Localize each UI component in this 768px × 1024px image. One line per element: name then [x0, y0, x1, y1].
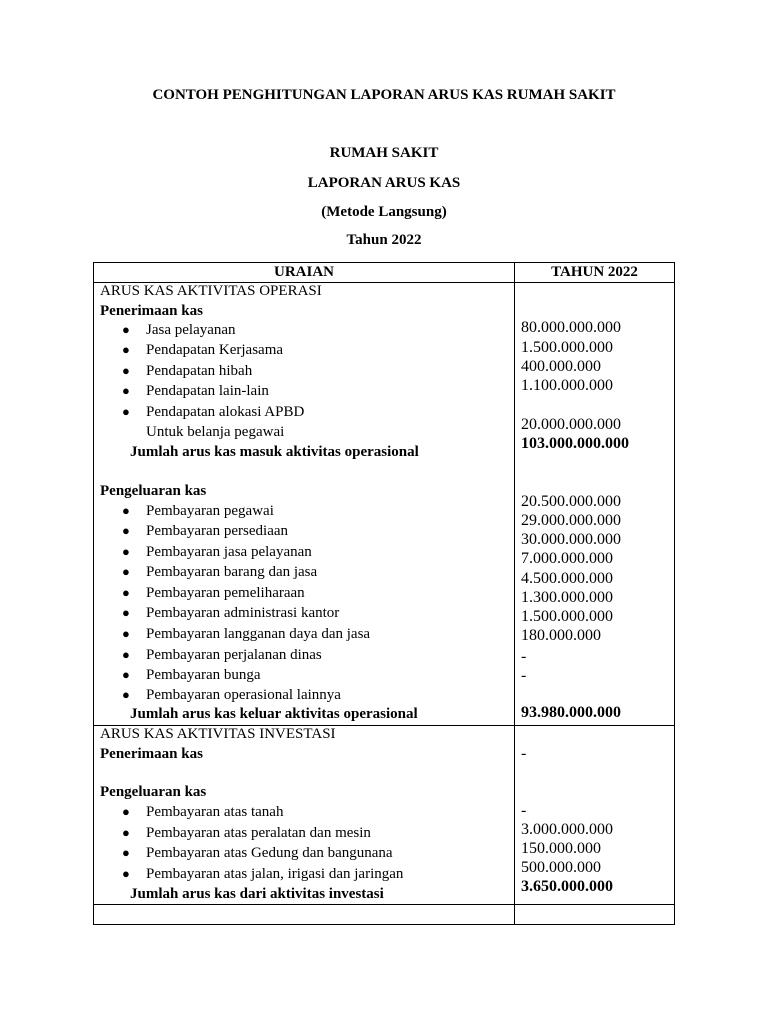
section-title: ARUS KAS AKTIVITAS INVESTASI	[100, 726, 336, 742]
item-value: 29.000.000.000	[521, 512, 621, 529]
item-label: Pendapatan Kerjasama	[146, 342, 284, 358]
item-value: 400.000.000	[521, 358, 601, 375]
total-label: Jumlah arus kas dari aktivitas investasi	[130, 886, 384, 902]
item-label: Pembayaran persediaan	[146, 523, 289, 539]
bottom-divider	[94, 904, 674, 905]
bullet-icon: ●	[122, 585, 130, 600]
item-value: -	[521, 667, 527, 684]
item-label: Pembayaran atas jalan, irigasi dan jaringan	[146, 866, 404, 882]
col-header-year: TAHUN 2022	[551, 264, 638, 280]
total-label: Jumlah arus kas keluar aktivitas operasional	[130, 706, 418, 722]
item-value: -	[521, 648, 527, 665]
item-label: Pembayaran operasional lainnya	[146, 687, 341, 703]
item-label: Pembayaran perjalanan dinas	[146, 647, 322, 663]
item-value: 4.500.000.000	[521, 570, 613, 587]
subheading-label: Pengeluaran kas	[100, 784, 207, 800]
bullet-icon: ●	[122, 564, 130, 579]
total-value: 93.980.000.000	[521, 704, 621, 721]
bullet-icon: ●	[122, 866, 130, 881]
item-value: 180.000.000	[521, 627, 601, 644]
bullet-icon: ●	[122, 503, 130, 518]
subheading-label: Penerimaan kas	[100, 746, 203, 762]
bullet-icon: ●	[122, 322, 130, 337]
item-label: Jasa pelayanan	[146, 322, 236, 338]
item-label: Pendapatan alokasi APBD	[146, 404, 305, 420]
item-label: Pembayaran pegawai	[146, 503, 274, 519]
bullet-icon: ●	[122, 523, 130, 538]
item-value: -	[521, 745, 527, 762]
section-title: ARUS KAS AKTIVITAS OPERASI	[100, 283, 322, 299]
bullet-icon: ●	[122, 363, 130, 378]
item-value: 7.000.000.000	[521, 550, 613, 567]
item-label: Pembayaran bunga	[146, 667, 261, 683]
total-value: 103.000.000.000	[521, 435, 629, 452]
col-header-uraian: URAIAN	[274, 264, 334, 280]
heading-method: (Metode Langsung)	[321, 204, 447, 220]
item-label: Pembayaran jasa pelayanan	[146, 544, 312, 560]
bullet-icon: ●	[122, 845, 130, 860]
item-value: 20.500.000.000	[521, 493, 621, 510]
document-title: CONTOH PENGHITUNGAN LAPORAN ARUS KAS RUMAH SAKIT	[152, 87, 616, 103]
item-label: Pembayaran atas tanah	[146, 804, 284, 820]
item-label: Pembayaran atas Gedung dan bangunana	[146, 845, 393, 861]
item-label: Pembayaran pemeliharaan	[146, 585, 305, 601]
item-value: 150.000.000	[521, 840, 601, 857]
item-label: Pendapatan hibah	[146, 363, 253, 379]
item-value: 80.000.000.000	[521, 319, 621, 336]
bullet-icon: ●	[122, 825, 130, 840]
total-label: Jumlah arus kas masuk aktivitas operasional	[130, 444, 419, 460]
item-value: 30.000.000.000	[521, 531, 621, 548]
heading-hospital: RUMAH SAKIT	[329, 145, 439, 161]
item-label: Pendapatan lain-lain	[146, 383, 269, 399]
bullet-icon: ●	[122, 544, 130, 559]
subheading-label: Pengeluaran kas	[100, 483, 207, 499]
item-label: Pembayaran administrasi kantor	[146, 605, 340, 621]
bullet-icon: ●	[122, 804, 130, 819]
item-label: Pembayaran barang dan jasa	[146, 564, 318, 580]
bullet-icon: ●	[122, 626, 130, 641]
bullet-icon: ●	[122, 342, 130, 357]
item-label: Pembayaran langganan daya dan jasa	[146, 626, 371, 642]
bullet-icon: ●	[122, 667, 130, 682]
bullet-icon: ●	[122, 404, 130, 419]
heading-report: LAPORAN ARUS KAS	[307, 175, 461, 191]
item-value: 1.500.000.000	[521, 339, 613, 356]
item-value: 3.000.000.000	[521, 821, 613, 838]
total-value: 3.650.000.000	[521, 878, 613, 895]
bullet-icon: ●	[122, 647, 130, 662]
item-value: 1.100.000.000	[521, 377, 613, 394]
item-label: Pembayaran atas peralatan dan mesin	[146, 825, 371, 841]
bullet-icon: ●	[122, 383, 130, 398]
item-value: -	[521, 802, 527, 819]
bullet-icon: ●	[122, 605, 130, 620]
item-value: 1.500.000.000	[521, 608, 613, 625]
item-label: Untuk belanja pegawai	[146, 424, 285, 440]
heading-year: Tahun 2022	[346, 232, 422, 248]
item-value: 500.000.000	[521, 859, 601, 876]
column-divider	[514, 263, 515, 924]
cash-flow-table	[93, 262, 675, 925]
item-value: 20.000.000.000	[521, 416, 621, 433]
item-value: 1.300.000.000	[521, 589, 613, 606]
subheading-label: Penerimaan kas	[100, 303, 203, 319]
bullet-icon: ●	[122, 687, 130, 702]
